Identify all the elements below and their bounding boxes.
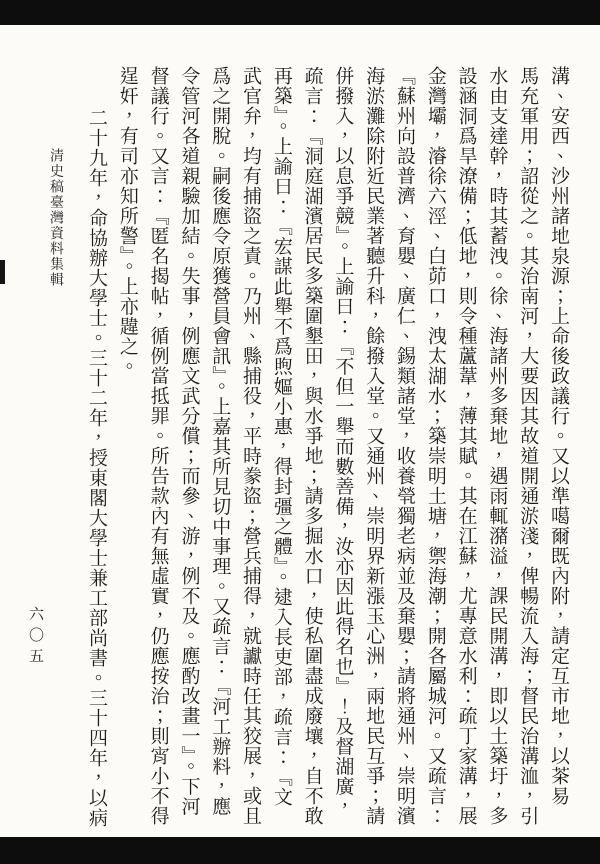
page-number: 六〇五 <box>27 606 45 669</box>
text-column: 『蘇州向設普濟、育嬰、廣仁、錫類諸堂，收養煢獨老病並及棄嬰；請將通州、崇明濱 <box>394 66 417 826</box>
running-title: 清史稿臺灣資料集輯 <box>48 148 64 288</box>
text-column: 再築』。上諭曰：『宏謀此舉不爲煦嫗小惠，得封彊之體』。逮入長吏部，疏言：『文 <box>270 66 293 807</box>
text-column: 併撥入，以息爭競』。上諭曰：『不但一舉而數善備，汝亦因此得名也』！及督湖廣， <box>332 66 355 817</box>
text-column: 督議行。又言：『匿名揭帖，循例當抵罪。所告款內有無虛實，仍應按治；則宵小不得 <box>147 66 170 826</box>
text-column: 溝、安西、沙州諸地泉源；上命後政議行。又以準噶爾既內附，請定互市地，以茶易 <box>548 66 570 806</box>
text-column: 逞奸，有司亦知所警』。上亦韙之。 <box>116 66 139 377</box>
text-column: 疏言：『洞庭湖濱居民多築圍墾田，與水爭地；請多掘水口，使私圍盡成廢壤，自不敢 <box>301 66 324 826</box>
text-column: 爲之開脫。嗣後應令原獲營員會訊』。上嘉其所見切中事理。又疏言：『河工辦料，應 <box>209 66 232 817</box>
main-text-block <box>80 66 574 844</box>
text-column: 馬充軍用；詔從之。其治南河，大要因其故道開通淤淺，俾暢流入海；督民治溝洫，引 <box>517 66 540 826</box>
scan-edge-artifact <box>0 260 5 284</box>
text-column: 設涵洞爲旱潦備；低地，則令種蘆葦，薄其賦。其在江蘇，尤專意水利：疏丁家溝，展 <box>455 66 478 826</box>
text-column: 海淤灘除附近民業著聽升科，餘撥入堂。又通州、崇明界新漲玉心洲，兩地民互爭；請 <box>363 66 386 826</box>
text-column: 令管河各道親驗加結。失事，例應文武分償；而參、游，例不及。應酌改畫一』。下河 <box>178 66 201 817</box>
text-column: 武官弁，均有捕盜之責。乃州、縣捕役，平時豢盜；營兵捕得，就讞時任其狡展，或且 <box>240 66 263 826</box>
scan-bottom-bar <box>0 837 600 864</box>
text-column: 金灣壩，濬徐六涇、白茆口，洩太湖水；築崇明土塘，禦海潮；開各屬城河。又疏言： <box>424 66 447 826</box>
text-column: 水由支達幹，時其蓄洩。徐、海諸州多棄地，遇雨輒潴溢，課民開溝，即以土築圩，多 <box>486 66 509 826</box>
scan-top-bar <box>0 0 600 25</box>
text-column: 二十九年，命協辦大學士。三十二年，授東閣大學士兼工部尚書。三十四年，以病 <box>86 108 109 828</box>
